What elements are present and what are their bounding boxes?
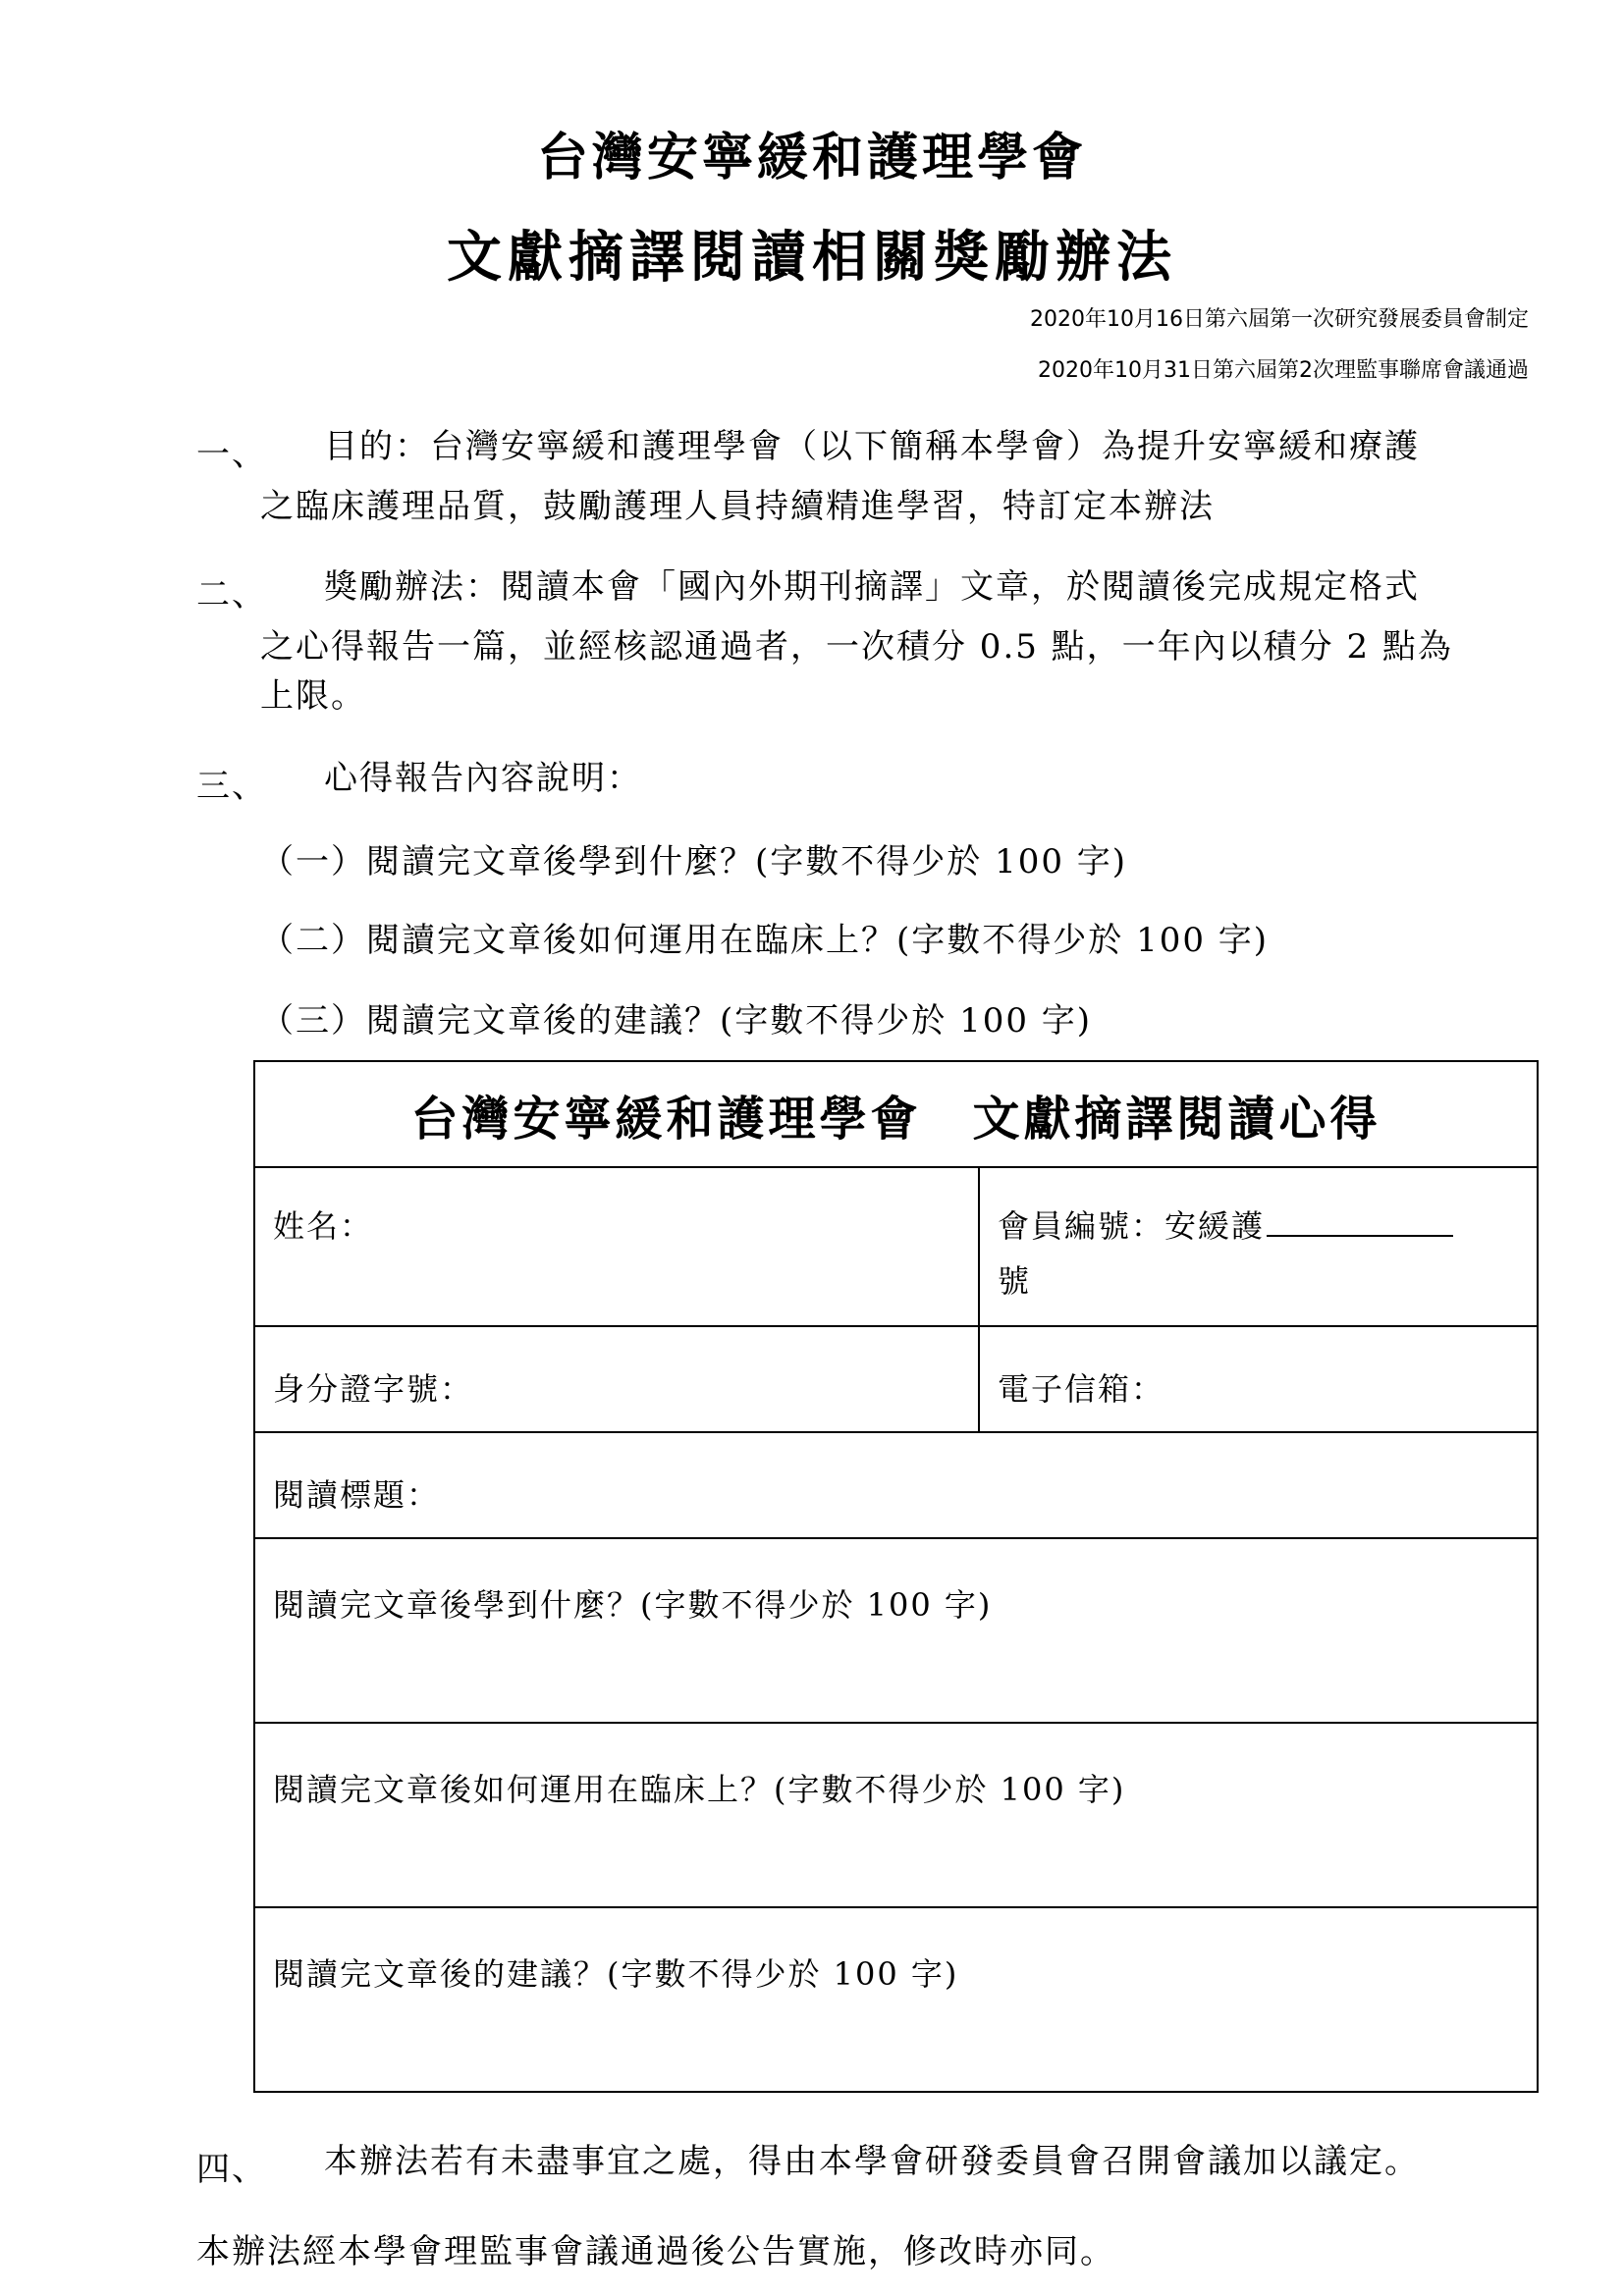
section-3-item-3: （三）閱讀完文章後的建議？(字數不得少於 100 字) xyxy=(260,1001,1093,1041)
section-4-number: 四、 xyxy=(196,2150,267,2189)
name-field[interactable] xyxy=(254,1167,979,1326)
document-title: 文獻摘譯閱讀相關獎勵辦法 xyxy=(447,226,1177,290)
q2-answer-field[interactable] xyxy=(254,1723,1538,1907)
reading-report-form xyxy=(253,1060,1539,2093)
email-field[interactable] xyxy=(979,1326,1538,1432)
member-number-suffix: 號 xyxy=(998,1262,1032,1300)
footer-note: 本辦法經本學會理監事會議通過後公告實施，修改時亦同。 xyxy=(196,2232,1115,2271)
q3-label: 閱讀完文章後的建議？(字數不得少於 100 字) xyxy=(273,1955,959,1993)
email-label: 電子信箱： xyxy=(998,1370,1165,1408)
section-4-line-1: 本辦法若有未盡事宜之處，得由本學會研發委員會召開會議加以議定。 xyxy=(324,2142,1420,2181)
form-title: 台灣安寧緩和護理學會 文獻摘譯閱讀心得 xyxy=(254,1061,1538,1167)
q1-label: 閱讀完文章後學到什麼？(字數不得少於 100 字) xyxy=(273,1586,993,1624)
section-2-number: 二、 xyxy=(196,575,267,614)
section-2-line-1: 獎勵辦法：閱讀本會「國內外期刊摘譯」文章，於閱讀後完成規定格式 xyxy=(324,567,1420,607)
organization-title: 台灣安寧緩和護理學會 xyxy=(536,129,1087,187)
section-3-line-1: 心得報告內容說明： xyxy=(324,759,642,798)
id-number-field[interactable] xyxy=(254,1326,979,1432)
q2-label: 閱讀完文章後如何運用在臨床上？(字數不得少於 100 字) xyxy=(273,1771,1126,1808)
section-2-line-2: 之心得報告一篇，並經核認通過者，一次積分 0.5 點，一年內以積分 2 點為 xyxy=(260,627,1453,667)
section-3-number: 三、 xyxy=(196,767,267,806)
q3-answer-field[interactable] xyxy=(254,1907,1538,2092)
approval-date-line: 2020年10月31日第六屆第2次理監事聯席會議通過 xyxy=(1038,358,1529,383)
member-number-field[interactable] xyxy=(979,1167,1538,1326)
q1-answer-field[interactable] xyxy=(254,1538,1538,1723)
name-label: 姓名： xyxy=(273,1207,374,1245)
section-1-number: 一、 xyxy=(196,435,267,474)
member-number-blank[interactable] xyxy=(1267,1207,1453,1237)
section-3-item-2: （二）閱讀完文章後如何運用在臨床上？(字數不得少於 100 字) xyxy=(260,921,1270,960)
section-1-line-1: 目的：台灣安寧緩和護理學會（以下簡稱本學會）為提升安寧緩和療護 xyxy=(324,427,1420,466)
member-number-label: 會員編號：安緩護 xyxy=(998,1207,1266,1245)
reading-title-field[interactable] xyxy=(254,1432,1538,1538)
reading-title-label: 閱讀標題： xyxy=(273,1476,441,1514)
section-1-line-2: 之臨床護理品質，鼓勵護理人員持續精進學習，特訂定本辦法 xyxy=(260,487,1215,526)
section-3-item-1: （一）閱讀完文章後學到什麼？(字數不得少於 100 字) xyxy=(260,842,1128,881)
enactment-date-line: 2020年10月16日第六屆第一次研究發展委員會制定 xyxy=(1030,307,1529,332)
section-2-line-3: 上限。 xyxy=(260,676,366,716)
id-number-label: 身分證字號： xyxy=(273,1370,474,1408)
